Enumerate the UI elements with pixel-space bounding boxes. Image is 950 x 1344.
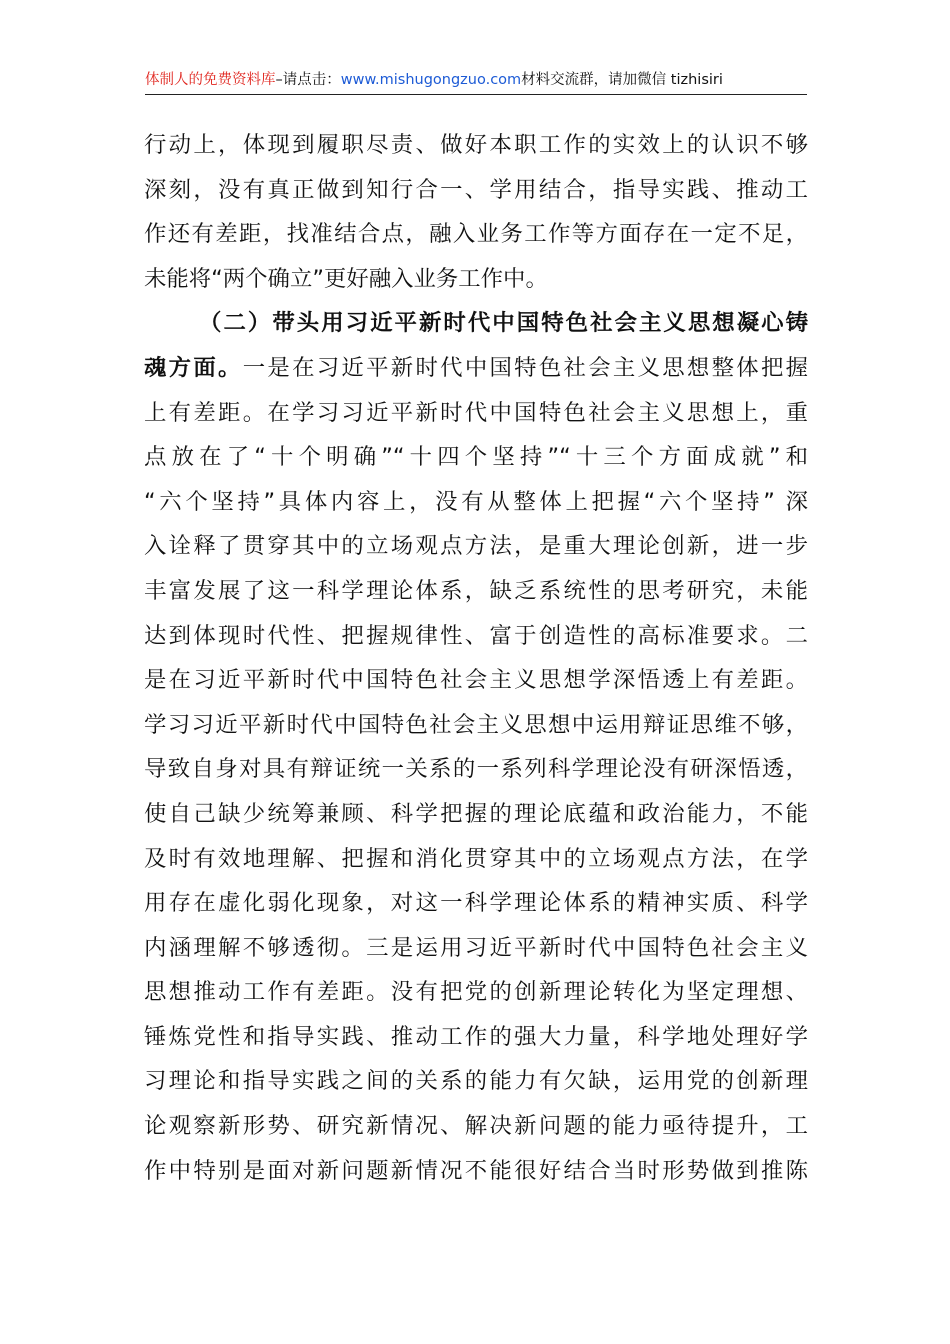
text-line: 思想推动工作有差距。没有把党的创新理论转化为坚定理想、 [144, 979, 808, 1006]
text-line: 深刻，没有真正做到知行合一、学用结合，指导实践、推动工 [144, 176, 808, 203]
text-line [144, 346, 808, 391]
header-brand: 体制人的免费资料库 [145, 72, 276, 88]
text-line: 达到体现时代性、把握规律性、富于创造性的高标准要求。二 [144, 622, 808, 649]
text-line: 用存在虚化弱化现象，对这一科学理论体系的精神实质、科学 [144, 890, 808, 917]
text-line: 作中特别是面对新问题新情况不能很好结合当时形势做到推陈 [144, 1157, 808, 1184]
text-line: 上有差距。在学习习近平新时代中国特色社会主义思想上，重 [144, 399, 808, 426]
header-url-link[interactable]: www.mishugongzuo.com [340, 72, 522, 88]
text-line: 行动上，体现到履职尽责、做好本职工作的实效上的认识不够 [144, 132, 808, 158]
text-line: 作还有差距，找准结合点，融入业务工作等方面存在一定不足， [144, 221, 808, 248]
text-line: 未能将“两个确立”更好融入业务工作中。 [144, 265, 548, 292]
body-text [144, 123, 808, 1193]
header-prompt: –请点击： [275, 72, 341, 88]
text-line: “六个坚持”具体内容上，没有从整体上把握“六个坚持” 深 [144, 488, 808, 515]
section-heading-end: 魂方面。 [144, 354, 243, 381]
text-line: 使自己缺少统筹兼顾、科学把握的理论底蕴和政治能力，不能 [144, 800, 808, 827]
page-header [145, 70, 807, 95]
text-line: 导致自身对具有辩证统一关系的一系列科学理论没有研深悟透， [144, 756, 808, 783]
text-line: 锤炼党性和指导实践、推动工作的强大力量，科学地处理好学 [144, 1023, 808, 1050]
text-line: 丰富发展了这一科学理论体系，缺乏系统性的思考研究，未能 [144, 577, 808, 604]
text-line-rest: 一是在习近平新时代中国特色社会主义思想整体把握 [242, 354, 808, 381]
text-line: 习理论和指导实践之间的关系的能力有欠缺，运用党的创新理 [144, 1068, 808, 1095]
header-note: 材料交流群，请加微信 tizhisiri [521, 72, 723, 88]
text-line: 入诠释了贯穿其中的立场观点方法，是重大理论创新，进一步 [144, 533, 808, 560]
text-line: 论观察新形势、研究新情况、解决新问题的能力亟待提升，工 [144, 1113, 808, 1140]
text-line: 及时有效地理解、把握和消化贯穿其中的立场观点方法，在学 [144, 845, 808, 872]
text-line: 点放在了“十个明确”“十四个坚持”“十三个方面成就”和 [144, 444, 808, 471]
section-heading: （二）带头用习近平新时代中国特色社会主义思想凝心铸 [199, 310, 808, 337]
text-line: 学习习近平新时代中国特色社会主义思想中运用辩证思维不够， [144, 711, 808, 738]
text-line: 内涵理解不够透彻。三是运用习近平新时代中国特色社会主义 [144, 934, 808, 961]
text-line: 是在习近平新时代中国特色社会主义思想学深悟透上有差距。 [144, 667, 808, 694]
